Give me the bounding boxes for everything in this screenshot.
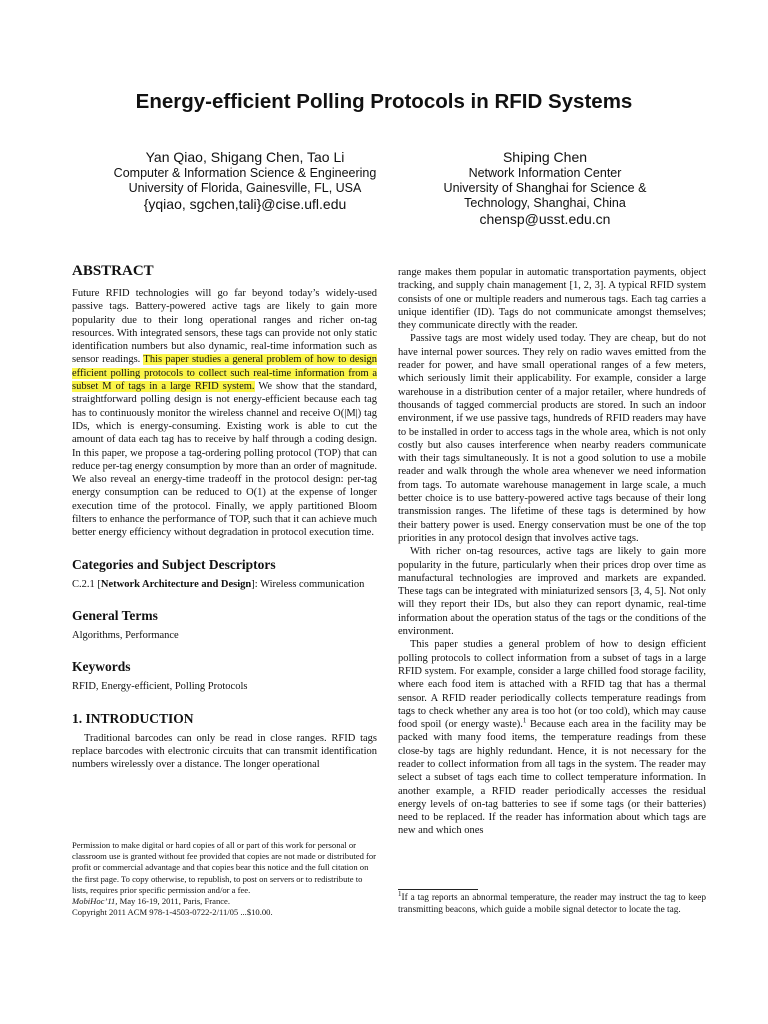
categories-heading: Categories and Subject Descriptors	[72, 556, 276, 572]
introduction-heading: 1. INTRODUCTION	[72, 710, 194, 726]
body-paragraph: With richer on-tag resources, active tags are likely to gain more popularity in the future, particularly when their prices drop over time as manufactural technologies are improved and markets are expanded. These tags can be integrated with miniaturized sensors [3, 4, 5]. Not only will they report their IDs, but also they can report dynamic, real-time information about the operation status of the tags or the conditions of the environment.	[398, 546, 706, 638]
permission-text: Permission to make digital or hard copies of all or part of this work for personal or classroom use is granted without fee provided that copies are not made or distributed for profit or commercial advantage and that copies bear this notice and the full citation on the first page. To copy otherwise, to republish, to post on servers or to redistribute to lists, requires prior specific permission and/or a fee.	[72, 840, 377, 895]
footnote-text: If a tag reports an abnormal temperature, the reader may instruct the tag to keep transmitting beacons, which guide a mobile signal detector to locate the tag.	[398, 893, 706, 915]
author-block-2	[400, 148, 690, 228]
keywords-heading: Keywords	[72, 659, 131, 675]
body-paragraph: Passive tags are most widely used today. They are cheap, but do not have internal power sources. They rely on radio waves emitted from the reader for power, and have small operational ranges of a few meters, which seriously limit their applicability. For example, consider a large warehouse in a distribution center of a major retailer, where hundreds of thousands of tagged commercial products are stored. In such an indoor environment, if we use passive tags, hundreds of RFID readers may have to be installed in order to access tags in the whole area, which is not only costly but also causes interference when nearby readers communicate with their tags simultaneously. It is not a good solution to use a mobile reader and walk through the whole area whenever we need information from tags. To automate warehouse management in large scale, a much better choice is to use battery-powered active tags because of their long transmission ranges. The lifetime of these tags is determined by how their battery power is used. Energy conservation must be one of the top priorities in any protocol design that involves active tags.	[398, 333, 706, 544]
body-paragraph: This paper studies a general problem of how to design efficient polling protocols to collect information from a subset of tags in a large RFID system. For example, consider a large chilled food storage facility, where each food item is attached with a RFID tag that has a thermal sensor. A RFID reader periodically collects temperature readings from tags to check whether any area is too hot (or too cold), which may cause food spoil (or energy waste).$^1$ Because each area in the facility may be packed with many food items, the temperature readings from these close-by tags are highly redundant. Hence, it is not necessary for the reader to collect information from all tags in the system. The reader may select a subset of tags each time to collect temperature information. In another example, a RFID reader periodically accesses the residual energy levels of on-tag batteries to see if some tags (or their batteries) need to be replaced. If the reader has information about which tags are new and which ones	[398, 639, 706, 837]
author-email: {yqiao, sgchen,tali}@cise.ufl.edu	[143, 196, 347, 212]
copyright-line: Copyright 2011 ACM 978-1-4503-0722-2/11/05 ...$10.00.	[72, 907, 273, 918]
footnote	[398, 889, 706, 917]
footnote-marker: 1	[522, 716, 527, 725]
author-affiliation: Network Information Center	[468, 166, 622, 180]
author-affiliation: Technology, Shanghai, China	[464, 196, 626, 210]
introduction-paragraph: Traditional barcodes can only be read in close ranges. RFID tags replace barcodes with electronic circuits that can transmit identification numbers wirelessly over a distance. The longer operational	[72, 732, 377, 771]
author-names: Shiping Chen	[502, 149, 588, 165]
abstract-text-start: Future RFID technologies will go far beyond today’s widely-used passive tags. Battery-powered active tags are likely to gain more popularity due to their long operational ranges and richer on-tag resources. With integrated sensors, these tags can provide not only static identification numbers but also dynamic, real-time information such as sensor readings.	[72, 288, 377, 366]
author-affiliation: Computer & Information Science & Engineering	[113, 166, 377, 180]
categories-text: C.2.1 [Network Architecture and Design]: Wireless communication	[72, 578, 365, 590]
permission-notice	[72, 840, 377, 918]
abstract-highlighted-text: This paper studies a general problem of how to design efficient polling protocols to collect such real-time information from a subset M of tags in a large RFID system.	[72, 354, 378, 393]
general-terms-heading: General Terms	[72, 607, 158, 623]
body-paragraph: range makes them popular in automatic transportation payments, object tracking, and supply chain management [1, 2, 3]. A typical RFID system consists of one or multiple readers and numerous tags. Each tag carries a unique identifier (ID). Tags do not communicate amongst themselves; they communicate directly with the reader.	[398, 267, 706, 332]
author-block-1	[95, 148, 395, 213]
author-affiliation: University of Shanghai for Science &	[443, 181, 647, 195]
keywords-text: RFID, Energy-efficient, Polling Protocols	[72, 681, 248, 693]
paper-title: Energy-efficient Polling Protocols in RFID Systems	[135, 90, 633, 113]
author-email: chensp@usst.edu.cn	[479, 211, 611, 227]
author-affiliation: University of Florida, Gainesville, FL, USA	[128, 181, 362, 195]
left-column	[72, 262, 377, 771]
right-column	[398, 266, 706, 838]
general-terms-text: Algorithms, Performance	[72, 629, 179, 641]
venue-line: MobiHoc’11, May 16-19, 2011, Paris, France.	[72, 896, 231, 907]
abstract-text-end: We show that the standard, straightforward polling design is not energy-efficient because each tag has to continuously monitor the wireless channel and receive O(|M|) tag IDs, which is energy-consuming. Existing work is able to cut the amount of data each tag has to receive by half through a coding design. In this paper, we propose a tag-ordering polling protocol (TOP) that can reduce per-tag energy consumption by more than an order of magnitude. We also reveal an energy-time tradeoff in the protocol design: per-tag energy consumption can be reduced to O(1) at the expense of longer execution time of the protocol. Finally, we apply partitioned Bloom filters to enhance the performance of TOP, such that it can achieve much better energy efficiency without degradation in protocol execution time.	[72, 381, 378, 539]
footnote-number: 1	[398, 889, 402, 898]
abstract-text	[72, 287, 377, 540]
author-names: Yan Qiao, Shigang Chen, Tao Li	[145, 149, 345, 165]
abstract-heading: ABSTRACT	[72, 263, 154, 279]
footnote-rule	[398, 889, 478, 890]
